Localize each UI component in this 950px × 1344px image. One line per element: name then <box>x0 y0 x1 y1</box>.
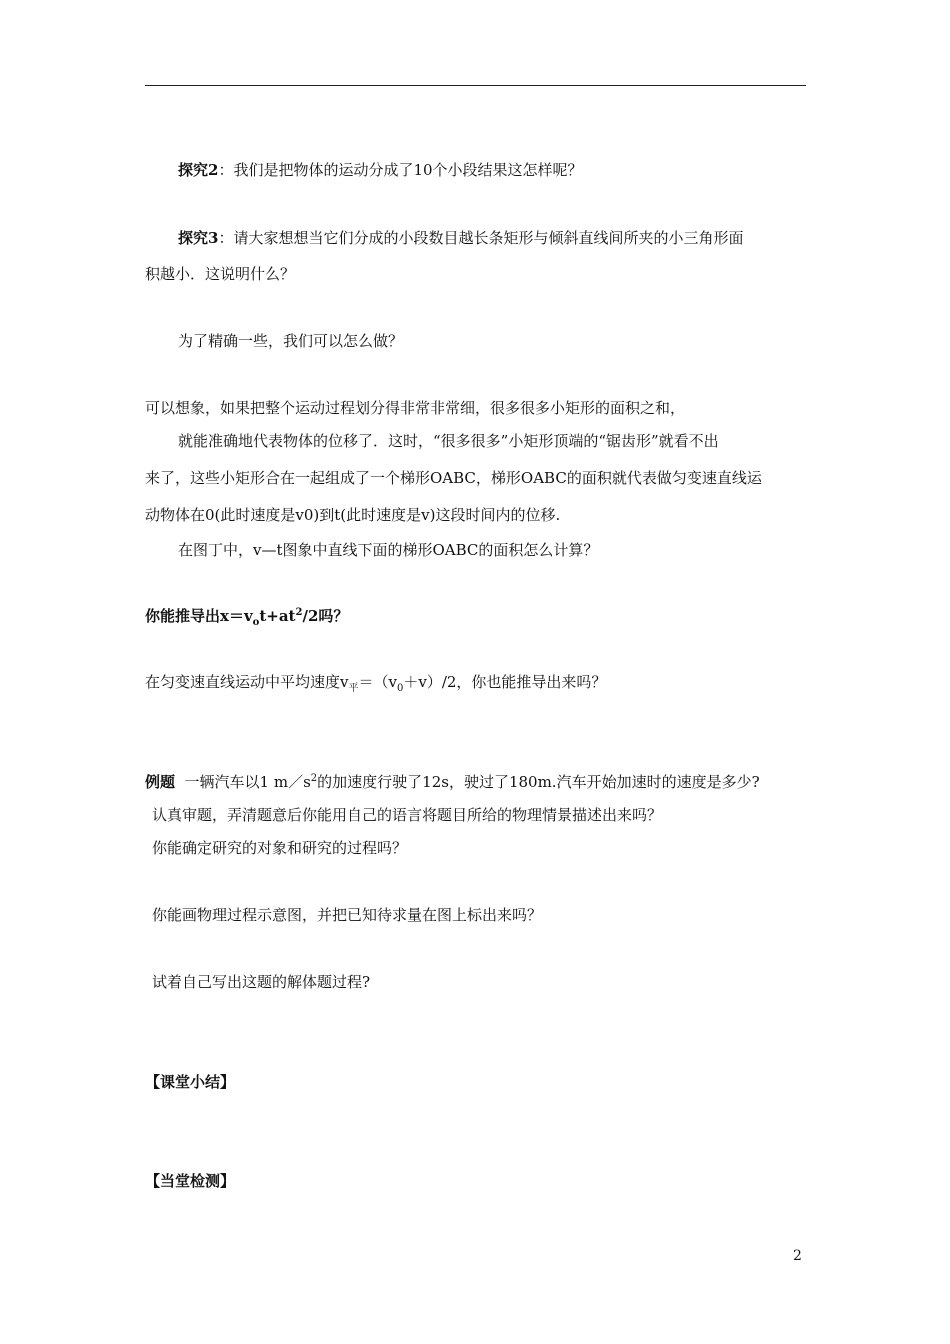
page-number: 2 <box>793 1248 802 1264</box>
derive-text-a: 你能推导出x＝v <box>145 607 253 625</box>
derive-question <box>145 606 348 626</box>
imagine-paragraph: 可以想象，如果把整个运动过程划分得非常非常细，很多很多小矩形的面积之和， <box>145 399 686 417</box>
tanjiu2-label: 探究2 <box>178 161 219 179</box>
tanjiu3-text-line2: 积越小．这说明什么？ <box>145 265 296 283</box>
tanjiu3-label: 探究3 <box>178 229 219 247</box>
tanjiu3-paragraph <box>178 228 743 248</box>
accurate-line1: 就能准确地代表物体的位移了．这时，“很多很多”小矩形顶端的“锯齿形”就看不出 <box>178 432 719 450</box>
average-velocity-question <box>145 672 606 692</box>
tanjiu2-paragraph <box>178 160 583 180</box>
example-problem <box>145 772 760 792</box>
example-question-1: 认真审题，弄清题意后你能用自己的语言将题目所给的物理情景描述出来吗？ <box>152 806 663 824</box>
accurate-line2: 来了，这些小矩形合在一起组成了一个梯形OABC，梯形OABC的面积就代表做匀变速直线运 <box>145 469 762 487</box>
precise-question: 为了精确一些，我们可以怎么做？ <box>178 332 404 350</box>
accurate-line3: 动物体在0(此时速度是v0)到t(此时速度是v)这段时间内的位移. <box>145 506 561 524</box>
example-label: 例题 <box>145 773 176 791</box>
avg-text-c: ＋v）/2，你也能推导出来吗？ <box>403 673 607 691</box>
class-summary-heading: 【课堂小结】 <box>145 1073 236 1091</box>
derive-sup: 2 <box>295 607 303 618</box>
derive-text-b: t+at <box>259 607 296 625</box>
tanjiu2-text: ：我们是把物体的运动分成了10个小段结果这怎样呢？ <box>218 161 583 179</box>
example-sup: 2 <box>310 773 318 784</box>
derive-sub: o <box>252 617 260 628</box>
example-question-3: 你能画物理过程示意图，并把已知待求量在图上标出来吗？ <box>152 906 543 924</box>
example-text-a: 一辆汽车以1 m／s <box>175 773 311 791</box>
avg-sub: 平 <box>348 683 359 694</box>
avg-text-b: ＝（v <box>358 673 397 691</box>
calc-question: 在图丁中，v—t图象中直线下面的梯形OABC的面积怎么计算？ <box>178 541 599 559</box>
tanjiu3-text-line1: ：请大家想想当它们分成的小段数目越长条矩形与倾斜直线间所夹的小三角形面 <box>218 229 744 247</box>
avg-text-a: 在匀变速直线运动中平均速度v <box>145 673 349 691</box>
avg-sub2: 0 <box>396 683 404 694</box>
header-rule <box>145 85 806 86</box>
example-question-2: 你能确定研究的对象和研究的过程吗？ <box>152 839 408 857</box>
class-check-heading: 【当堂检测】 <box>145 1172 236 1190</box>
example-question-4: 试着自己写出这题的解体题过程? <box>152 973 371 991</box>
derive-text-c: /2吗？ <box>302 607 349 625</box>
example-text-b: 的加速度行驶了12s，驶过了180m.汽车开始加速时的速度是多少? <box>317 773 760 791</box>
